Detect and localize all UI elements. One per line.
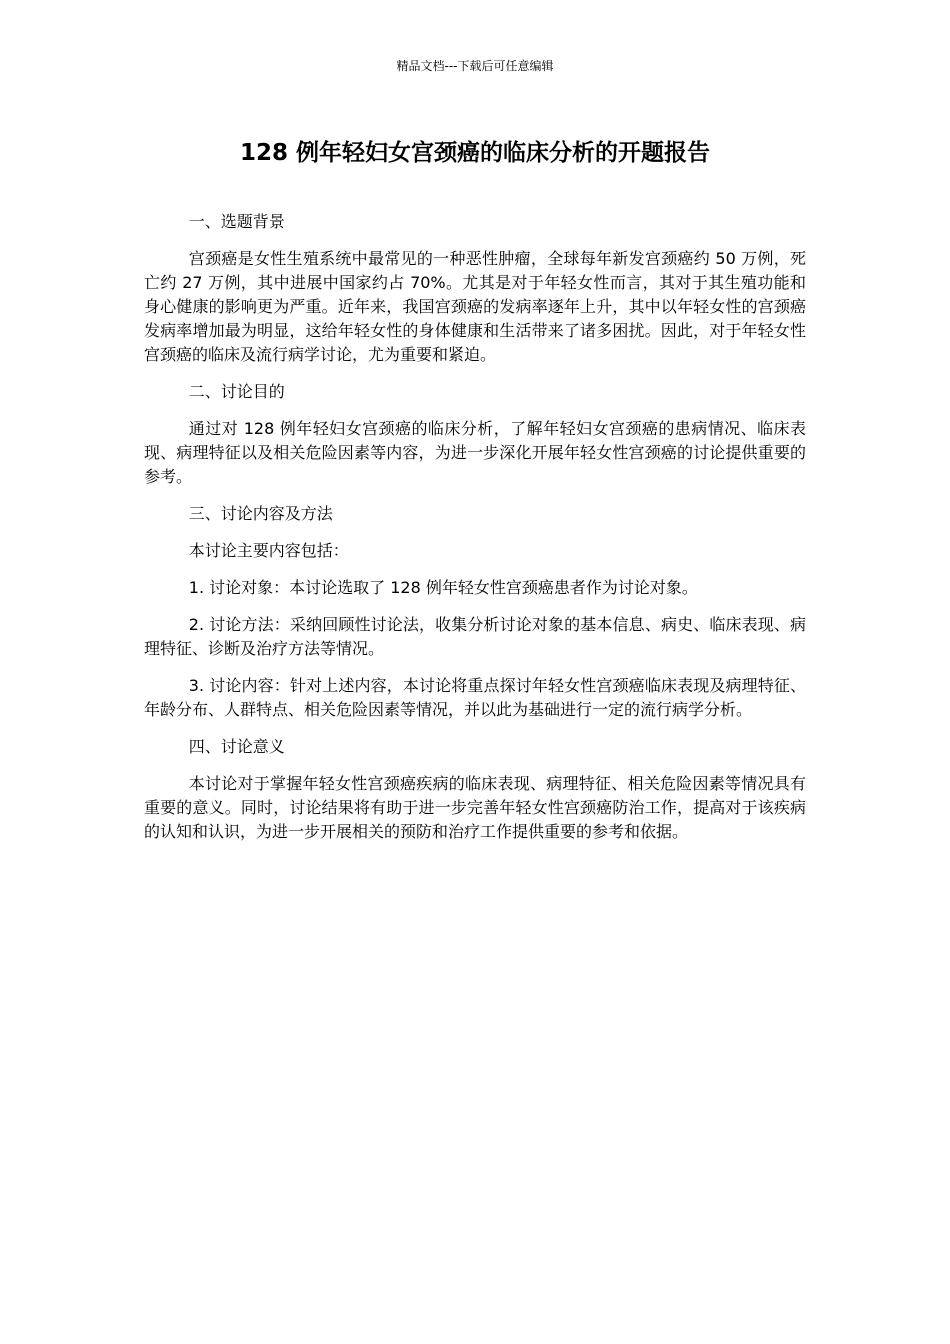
paragraph-significance: 本讨论对于掌握年轻女性宫颈癌疾病的临床表现、病理特征、相关危险因素等情况具有重要的意义。同时，讨论结果将有助于进一步完善年轻女性宫颈癌防治工作，提高对于该疾病的认知和认识，为进一步开展相关的预防和治疗工作提供重要的参考和依据。	[144, 774, 806, 841]
section-heading-purpose: 二、讨论目的	[188, 382, 285, 401]
list-item-content: 3. 讨论内容：针对上述内容，本讨论将重点探讨年轻女性宫颈癌临床表现及病理特征、年龄分布、人群特点、相关危险因素等情况，并以此为基础进行一定的流行病学分析。	[144, 676, 806, 719]
document-title: 128 例年轻妇女宫颈癌的临床分析的开题报告	[239, 140, 711, 166]
list-item-methods: 2. 讨论方法：采纳回顾性讨论法，收集分析讨论对象的基本信息、病史、临床表现、病理特征、诊断及治疗方法等情况。	[144, 615, 806, 658]
paragraph-background: 宫颈癌是女性生殖系统中最常见的一种恶性肿瘤，全球每年新发宫颈癌约 50 万例，死亡约 27 万例，其中进展中国家约占 70%。尤其是对于年轻女性而言，其对于其生殖功能和身心健康的影响更为严重。近年来，我国宫颈癌的发病率逐年上升，其中以年轻女性的宫颈癌发病率增加最为明显，这给年轻女性的身体健康和生活带来了诸多困扰。因此，对于年轻女性宫颈癌的临床及流行病学讨论，尤为重要和紧迫。	[144, 249, 806, 364]
section-heading-significance: 四、讨论意义	[188, 737, 285, 756]
list-item-subjects: 1. 讨论对象：本讨论选取了 128 例年轻女性宫颈癌患者作为讨论对象。	[188, 578, 698, 597]
paragraph-content-intro: 本讨论主要内容包括：	[188, 541, 349, 560]
paragraph-purpose: 通过对 128 例年轻妇女宫颈癌的临床分析，了解年轻妇女宫颈癌的患病情况、临床表现、病理特征以及相关危险因素等内容，为进一步深化开展年轻女性宫颈癌的讨论提供重要的参考。	[144, 419, 806, 486]
header-note: 精品文档---下载后可任意编辑	[396, 59, 554, 73]
section-heading-content-methods: 三、讨论内容及方法	[188, 504, 333, 523]
section-heading-background: 一、选题背景	[188, 212, 285, 231]
document-body	[144, 210, 806, 857]
